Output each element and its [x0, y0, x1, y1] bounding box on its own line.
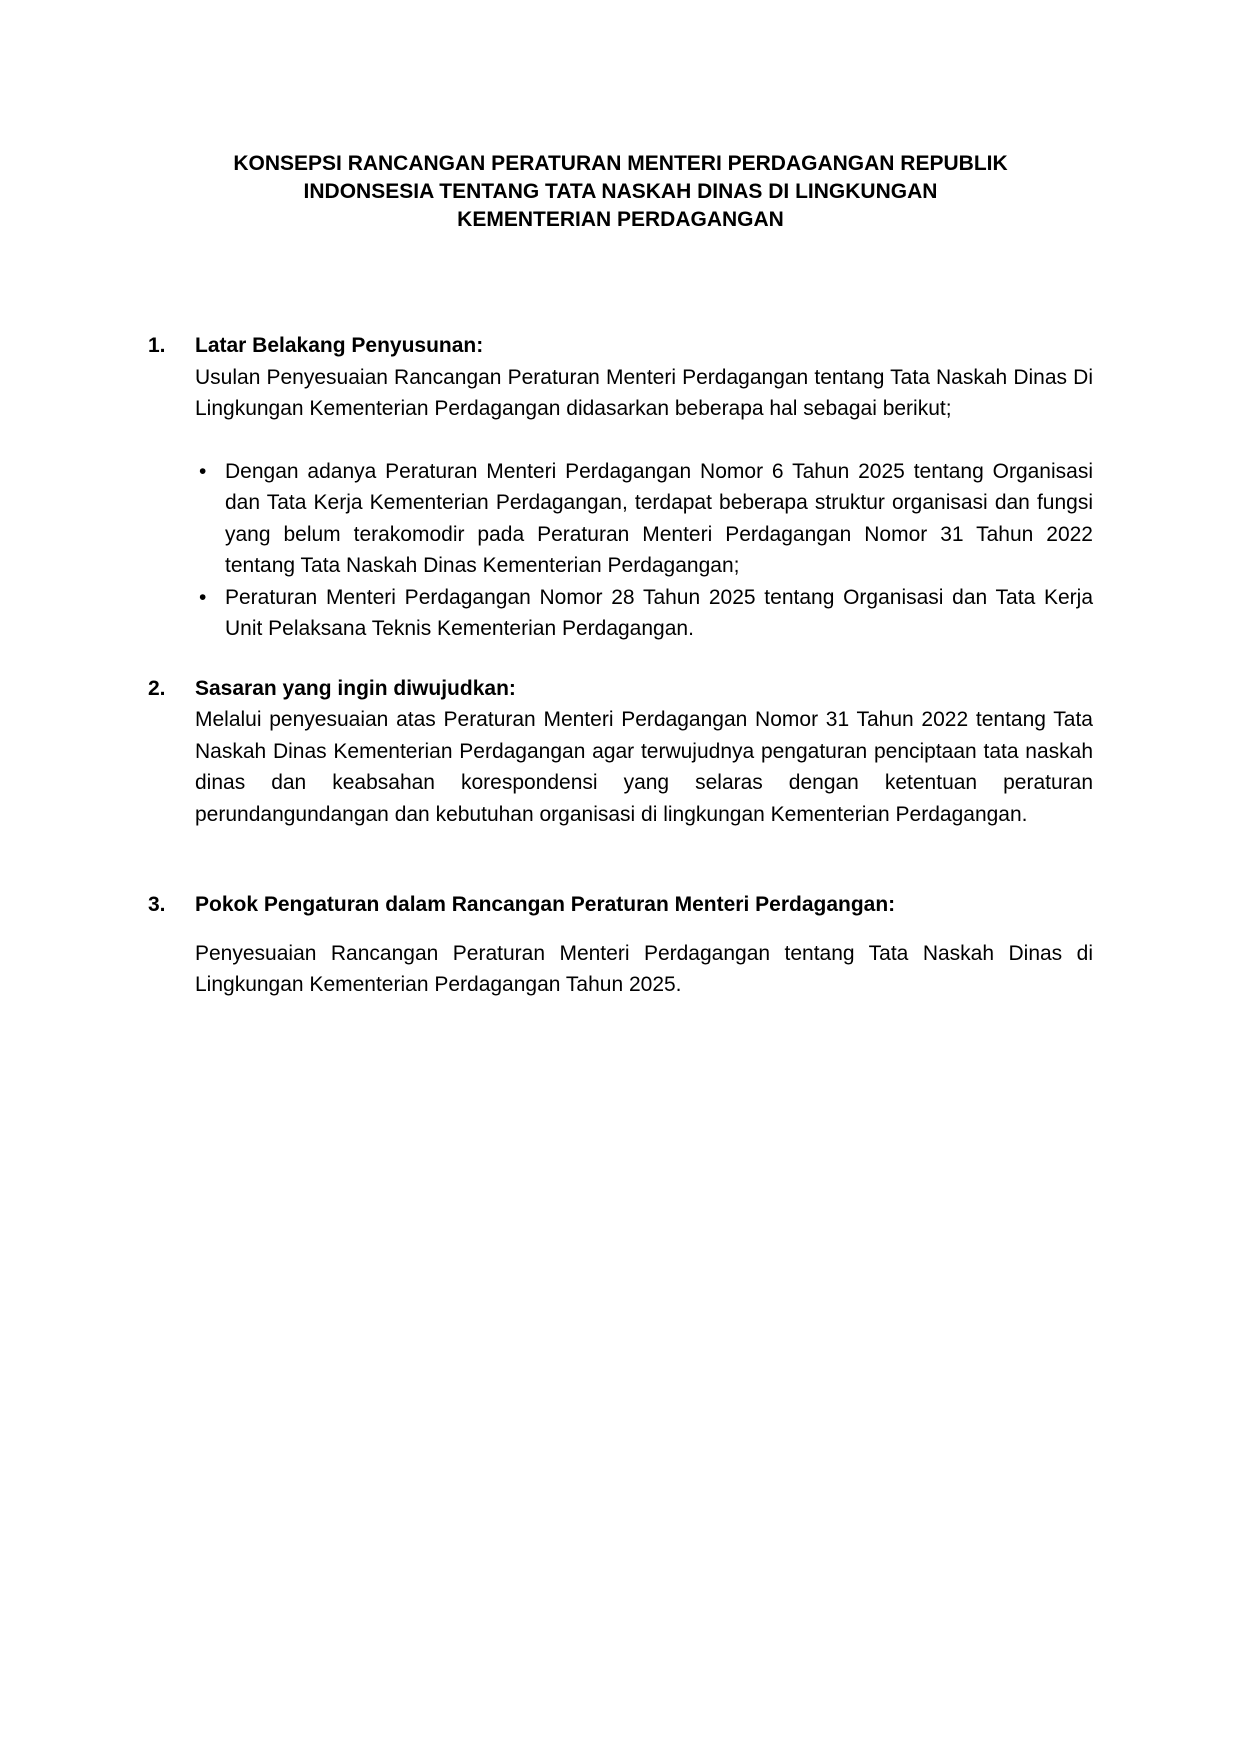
section-number: 3.: [148, 893, 166, 916]
list-item: [195, 582, 1093, 645]
bullet-item-text: Dengan adanya Peraturan Menteri Perdagangan Nomor 6 Tahun 2025 tentang Organisasi dan Tata Kerja Kementerian Perdagangan, terdapat beberapa struktur organisasi dan fungsi yang belum terakomodir pada Peraturan Menteri Perdagangan Nomor 31 Tahun 2022 tentang Tata Naskah Dinas Kementerian Perdagangan;: [225, 459, 1093, 577]
section-heading: Pokok Pengaturan dalam Rancangan Peraturan Menteri Perdagangan:: [195, 893, 896, 916]
section-body: [195, 889, 1093, 1001]
section-paragraph: Melalui penyesuaian atas Peraturan Menteri Perdagangan Nomor 31 Tahun 2022 tentang Tata Naskah Dinas Kementerian Perdagangan agar terwujudnya pengaturan penciptaan tata naskah dinas dan keabsahan korespondensi yang selaras dengan ketentuan peraturan perundangundangan dan kebutuhan organisasi di lingkungan Kementerian Perdagangan.: [195, 708, 1093, 826]
section-paragraph: Usulan Penyesuaian Rancangan Peraturan Menteri Perdagangan tentang Tata Naskah Dinas Di Lingkungan Kementerian Perdagangan didasarkan beberapa hal sebagai berikut;: [195, 365, 1093, 420]
document-title: [148, 150, 1093, 234]
section-heading: Sasaran yang ingin diwujudkan:: [195, 676, 516, 700]
section-body: [195, 330, 1093, 645]
bullet-icon: •: [199, 459, 207, 483]
bullet-list: [195, 456, 1093, 645]
document-title-line: KONSEPSI RANCANGAN PERATURAN MENTERI PERDAGANGAN REPUBLIK: [233, 152, 1008, 175]
list-item: [195, 456, 1093, 582]
bullet-item-text: Peraturan Menteri Perdagangan Nomor 28 Tahun 2025 tentang Organisasi dan Tata Kerja Unit Pelaksana Teknis Kementerian Perdagangan.: [225, 585, 1093, 640]
section-paragraph: Penyesuaian Rancangan Peraturan Menteri Perdagangan tentang Tata Naskah Dinas di Lingkungan Kementerian Perdagangan Tahun 2025.: [195, 941, 1093, 996]
section-heading: Latar Belakang Penyusunan:: [195, 334, 484, 357]
section-sasaran: [148, 673, 1093, 831]
document-title-line: INDONSESIA TENTANG TATA NASKAH DINAS DI LINGKUNGAN: [303, 180, 938, 203]
bullet-icon: •: [199, 585, 207, 609]
section-number: 2.: [148, 676, 166, 700]
section-number: 1.: [148, 334, 166, 357]
section-latar-belakang: [148, 330, 1093, 645]
section-body: [195, 673, 1093, 831]
section-pokok-pengaturan: [148, 889, 1093, 1001]
document-title-line: KEMENTERIAN PERDAGANGAN: [457, 208, 784, 231]
